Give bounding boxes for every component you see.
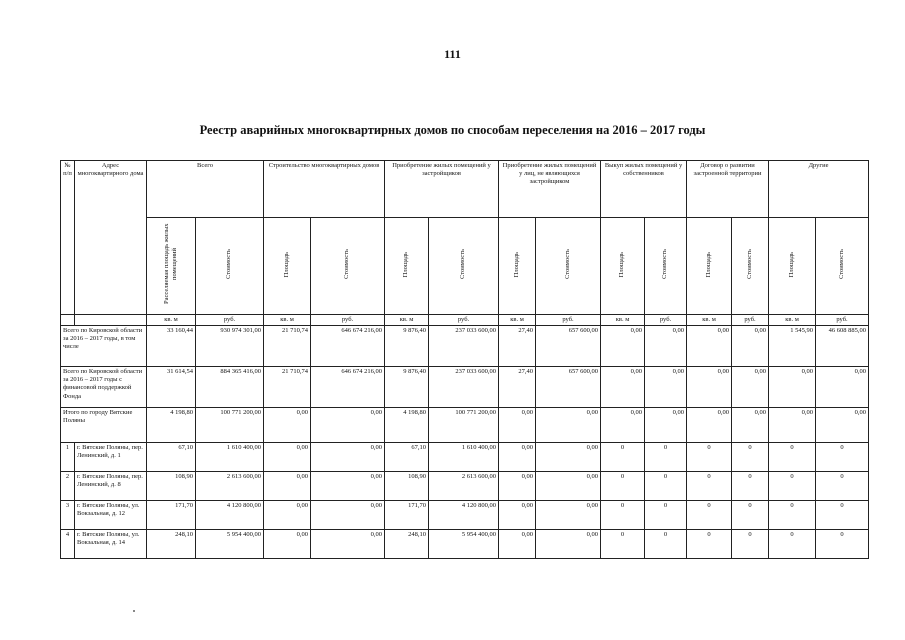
header-num: № п/п (61, 161, 75, 315)
summary-value-cell: 27,40 (499, 367, 536, 408)
value-cell: 0,00 (264, 472, 311, 501)
summary-label: Всего по Кировской области за 2016 – 2017 годы, в том числе (61, 326, 147, 367)
header-group-other: Другие (769, 161, 869, 218)
unit-cell: руб. (536, 315, 601, 326)
summary-value-cell: 646 674 216,00 (311, 367, 385, 408)
value-cell: 0 (732, 443, 769, 472)
value-cell: 0,00 (499, 501, 536, 530)
summary-value-cell: 0,00 (816, 367, 869, 408)
value-cell: 108,90 (385, 472, 429, 501)
value-cell: 0 (769, 501, 816, 530)
value-cell: 5 954 400,00 (429, 530, 499, 559)
unit-cell: руб. (645, 315, 687, 326)
unit-cell: кв. м (147, 315, 196, 326)
summary-value-cell: 21 710,74 (264, 326, 311, 367)
house-address: г. Вятские Поляны, ул. Вокзальная, д. 14 (75, 530, 147, 559)
value-cell: 0 (601, 472, 645, 501)
value-cell: 2 613 600,00 (429, 472, 499, 501)
value-cell: 0,00 (536, 472, 601, 501)
summary-value-cell: 0,00 (645, 408, 687, 443)
value-cell: 0 (687, 443, 732, 472)
value-cell: 0 (816, 472, 869, 501)
summary-value-cell: 0,00 (816, 408, 869, 443)
unit-cell: руб. (196, 315, 264, 326)
value-cell: 248,10 (385, 530, 429, 559)
unit-cell: кв. м (385, 315, 429, 326)
value-cell: 0 (769, 443, 816, 472)
summary-value-cell: 9 876,40 (385, 367, 429, 408)
subheader-area-total: Расселяемая площадь жилых помещений (147, 218, 196, 315)
summary-value-cell: 21 710,74 (264, 367, 311, 408)
subheader-cost: Стоимость (196, 218, 264, 315)
summary-value-cell: 1 545,90 (769, 326, 816, 367)
unit-cell: кв. м (499, 315, 536, 326)
value-cell: 0,00 (264, 501, 311, 530)
value-cell: 0,00 (311, 472, 385, 501)
table-row (61, 501, 869, 530)
value-cell: 0,00 (536, 530, 601, 559)
summary-value-cell: 237 033 600,00 (429, 367, 499, 408)
summary-row (61, 367, 869, 408)
house-address: г. Вятские Поляны, ул. Вокзальная, д. 12 (75, 501, 147, 530)
summary-label: Всего по Кировской области за 2016 – 2017 годы с финансовой поддержкой Фонда (61, 367, 147, 408)
summary-value-cell: 0,00 (687, 367, 732, 408)
value-cell: 108,90 (147, 472, 196, 501)
unit-cell: кв. м (769, 315, 816, 326)
unit-cell: кв. м (264, 315, 311, 326)
summary-row (61, 408, 869, 443)
header-group-buyout: Выкуп жилых помещений у собственников (601, 161, 687, 218)
value-cell: 0 (816, 443, 869, 472)
unit-cell: руб. (732, 315, 769, 326)
value-cell: 0,00 (499, 443, 536, 472)
subheader-cost: Стоимость (536, 218, 601, 315)
summary-value-cell: 0,00 (601, 326, 645, 367)
summary-value-cell: 4 198,80 (147, 408, 196, 443)
unit-cell: руб. (311, 315, 385, 326)
value-cell: 4 120 800,00 (196, 501, 264, 530)
value-cell: 4 120 800,00 (429, 501, 499, 530)
summary-value-cell: 0,00 (687, 326, 732, 367)
value-cell: 5 954 400,00 (196, 530, 264, 559)
header-group-nondeveloper-purchase: Приобретение жилых помещений у лиц, не являющихся застройщиком (499, 161, 601, 218)
value-cell: 0 (601, 443, 645, 472)
summary-value-cell: 0,00 (732, 408, 769, 443)
value-cell: 0 (732, 501, 769, 530)
table-row (61, 530, 869, 559)
summary-value-cell: 930 974 301,00 (196, 326, 264, 367)
value-cell: 1 610 400,00 (429, 443, 499, 472)
summary-value-cell: 0,00 (732, 367, 769, 408)
summary-value-cell: 0,00 (601, 367, 645, 408)
summary-value-cell: 100 771 200,00 (196, 408, 264, 443)
value-cell: 0 (645, 443, 687, 472)
summary-value-cell: 0,00 (769, 408, 816, 443)
value-cell: 67,10 (147, 443, 196, 472)
table-row (61, 472, 869, 501)
summary-value-cell: 4 198,80 (385, 408, 429, 443)
summary-value-cell: 0,00 (536, 408, 601, 443)
house-address: г. Вятские Поляны, пер. Ленинский, д. 1 (75, 443, 147, 472)
summary-value-cell: 657 600,00 (536, 326, 601, 367)
page-number: 111 (444, 47, 461, 61)
summary-row (61, 326, 869, 367)
value-cell: 0,00 (536, 443, 601, 472)
header-group-development-agreement: Договор о развитии застроенной территории (687, 161, 769, 218)
value-cell: 0 (769, 530, 816, 559)
summary-value-cell: 0,00 (264, 408, 311, 443)
value-cell: 2 613 600,00 (196, 472, 264, 501)
row-number: 3 (61, 501, 75, 530)
value-cell: 0,00 (311, 443, 385, 472)
value-cell: 0 (601, 501, 645, 530)
summary-value-cell: 0,00 (311, 408, 385, 443)
value-cell: 0 (816, 530, 869, 559)
table-row (61, 443, 869, 472)
value-cell: 0,00 (499, 530, 536, 559)
subheader-area: Площадь (499, 218, 536, 315)
summary-value-cell: 0,00 (499, 408, 536, 443)
value-cell: 171,70 (385, 501, 429, 530)
value-cell: 0 (687, 501, 732, 530)
header-row (61, 161, 869, 218)
summary-value-cell: 0,00 (645, 326, 687, 367)
subheader-cost: Стоимость (816, 218, 869, 315)
subheader-row (61, 218, 869, 315)
value-cell: 0,00 (311, 501, 385, 530)
row-number: 2 (61, 472, 75, 501)
value-cell: 67,10 (385, 443, 429, 472)
scan-speck (133, 610, 135, 612)
summary-value-cell: 237 033 600,00 (429, 326, 499, 367)
value-cell: 0 (645, 472, 687, 501)
units-row (61, 315, 869, 326)
subheader-cost: Стоимость (645, 218, 687, 315)
summary-value-cell: 46 608 885,00 (816, 326, 869, 367)
value-cell: 0,00 (536, 501, 601, 530)
summary-value-cell: 27,40 (499, 326, 536, 367)
value-cell: 0,00 (499, 472, 536, 501)
summary-value-cell: 100 771 200,00 (429, 408, 499, 443)
value-cell: 0 (601, 530, 645, 559)
unit-cell: руб. (429, 315, 499, 326)
value-cell: 0 (816, 501, 869, 530)
summary-value-cell: 9 876,40 (385, 326, 429, 367)
summary-value-cell: 657 600,00 (536, 367, 601, 408)
subheader-cost: Стоимость (311, 218, 385, 315)
subheader-area: Площадь (601, 218, 645, 315)
value-cell: 171,70 (147, 501, 196, 530)
value-cell: 1 610 400,00 (196, 443, 264, 472)
header-group-total: Всего (147, 161, 264, 218)
value-cell: 0 (687, 530, 732, 559)
summary-value-cell: 0,00 (645, 367, 687, 408)
unit-cell: кв. м (687, 315, 732, 326)
value-cell: 0,00 (264, 443, 311, 472)
value-cell: 248,10 (147, 530, 196, 559)
units-cell-blank (75, 315, 147, 326)
unit-cell: кв. м (601, 315, 645, 326)
subheader-area: Площадь (385, 218, 429, 315)
value-cell: 0 (687, 472, 732, 501)
value-cell: 0 (732, 530, 769, 559)
units-cell-blank (61, 315, 75, 326)
summary-value-cell: 884 365 416,00 (196, 367, 264, 408)
document-title: Реестр аварийных многоквартирных домов по способам переселения на 2016 – 2017 годы (199, 123, 706, 137)
header-group-construction: Строительство многоквартирных домов (264, 161, 385, 218)
summary-value-cell: 0,00 (769, 367, 816, 408)
house-address: г. Вятские Поляны, пер. Ленинский, д. 8 (75, 472, 147, 501)
summary-value-cell: 0,00 (687, 408, 732, 443)
value-cell: 0,00 (311, 530, 385, 559)
subheader-area: Площадь (687, 218, 732, 315)
header-group-developer-purchase: Приобретение жилых помещений у застройщиков (385, 161, 499, 218)
unit-cell: руб. (816, 315, 869, 326)
summary-value-cell: 646 674 216,00 (311, 326, 385, 367)
subheader-cost: Стоимость (732, 218, 769, 315)
row-number: 1 (61, 443, 75, 472)
summary-value-cell: 31 614,54 (147, 367, 196, 408)
value-cell: 0,00 (264, 530, 311, 559)
subheader-cost: Стоимость (429, 218, 499, 315)
value-cell: 0 (732, 472, 769, 501)
summary-value-cell: 0,00 (601, 408, 645, 443)
subheader-area: Площадь (769, 218, 816, 315)
summary-label: Итого по городу Вятские Поляны (61, 408, 147, 443)
row-number: 4 (61, 530, 75, 559)
value-cell: 0 (769, 472, 816, 501)
value-cell: 0 (645, 530, 687, 559)
value-cell: 0 (645, 501, 687, 530)
subheader-area: Площадь (264, 218, 311, 315)
summary-value-cell: 0,00 (732, 326, 769, 367)
registry-table (60, 160, 869, 559)
summary-value-cell: 33 160,44 (147, 326, 196, 367)
header-address: Адрес многоквартирного дома (75, 161, 147, 315)
